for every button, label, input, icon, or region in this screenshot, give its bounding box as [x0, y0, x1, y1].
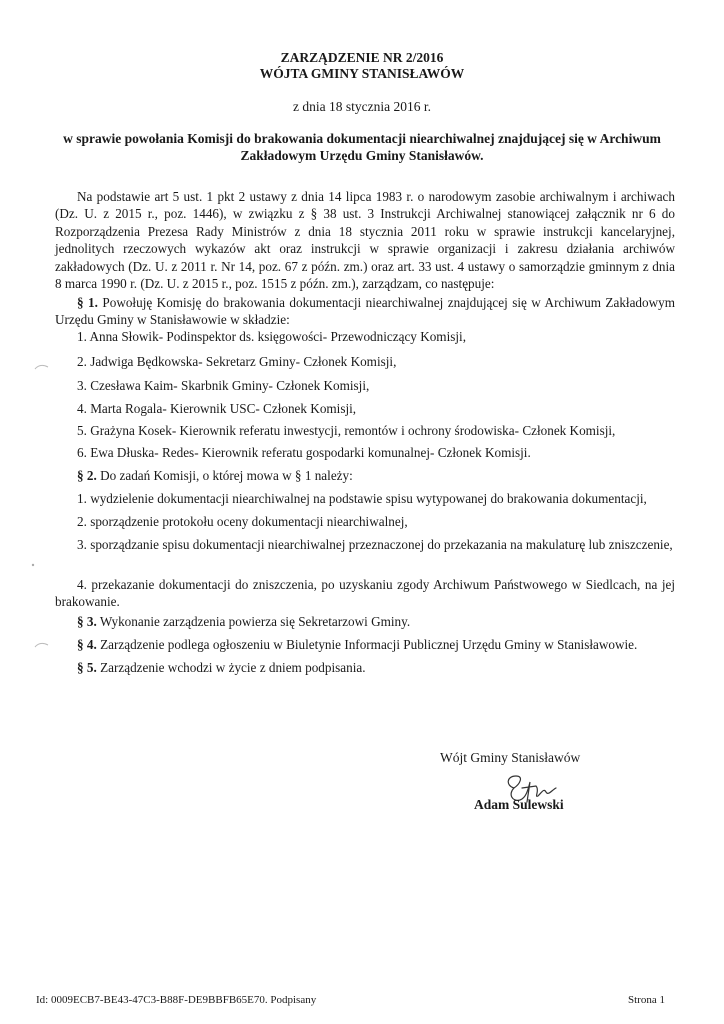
member-item: 4. Marta Rogala- Kierownik USC- Członek Komisji,	[77, 401, 357, 416]
section-2	[77, 467, 677, 484]
document-title-line2: WÓJTA GMINY STANISŁAWÓW	[259, 66, 465, 81]
section-3	[77, 613, 677, 630]
legal-basis-paragraph: Na podstawie art 5 ust. 1 pkt 2 ustawy z dnia 14 lipca 1983 r. o narodowym zasobie archiwalnym i archiwach (Dz. U. z 2015 r., poz. 1446), w związku z § 38 ust. 3 Instrukcji Archiwalnej stanowiącej załącznik nr 6 do Rozporządzenia Prezesa Rady Ministrów z dnia 18 stycznia 2011 roku w sprawie instrukcji kancelaryjnej, jednolitych rzeczowych wykazów akt oraz instrukcji w sprawie organizacji i zakresu działania archiwów zakładowych (Dz. U. z 2011 r. Nr 14, poz. 67 z późn. zm.) oraz art. 33 ust. 4 ustawy o samorządzie gminnym z dnia 8 marca 1990 r. (Dz. U. z 2015 r., poz. 1515 z późn. zm.), zarządzam, co następuje:	[55, 189, 675, 292]
section-1-text: Powołuję Komisję do brakowania dokumentacji niearchiwalnej znajdującej się w Archiwum Zakładowym Urzędu Gminy w Stanisławowie w składzie:	[55, 295, 675, 327]
scan-mark	[34, 640, 50, 650]
member-item: 6. Ewa Dłuska- Redes- Kierownik referatu gospodarki komunalnej- Członek Komisji.	[77, 445, 531, 460]
section-3-label: § 3.	[77, 614, 97, 629]
section-1-label: § 1.	[77, 295, 98, 310]
section-5	[77, 659, 677, 676]
document-title-line1: ZARZĄDZENIE NR 2/2016	[280, 50, 444, 65]
section-3-text: Wykonanie zarządzenia powierza się Sekretarzowi Gminy.	[99, 614, 411, 629]
member-item: 1. Anna Słowik- Podinspektor ds. księgowości- Przewodniczący Komisji,	[77, 329, 466, 344]
signature-name: Adam Sulewski	[474, 797, 564, 812]
document-subject: w sprawie powołania Komisji do brakowania dokumentacji niearchiwalnej znajdującej się w Archiwum Zakładowym Urzędu Gminy Stanisławów.	[63, 131, 661, 163]
member-item: 5. Grażyna Kosek- Kierownik referatu inwestycji, remontów i ochrony środowiska- Członek Komisji,	[77, 423, 616, 438]
scan-dot	[30, 562, 36, 568]
section-5-label: § 5.	[77, 660, 97, 675]
member-item: 2. Jadwiga Będkowska- Sekretarz Gminy- Członek Komisji,	[77, 354, 397, 369]
document-id-footer: Id: 0009ECB7-BE43-47C3-B88F-DE9BBFB65E70. Podpisany	[36, 994, 317, 1006]
task-item: 4. przekazanie dokumentacji do zniszczenia, po uzyskaniu zgody Archiwum Państwowego w Siedlcach, na jej brakowanie.	[55, 577, 675, 609]
section-2-label: § 2.	[77, 468, 97, 483]
section-2-text: Do zadań Komisji, o której mowa w § 1 należy:	[100, 468, 353, 483]
member-item: 3. Czesława Kaim- Skarbnik Gminy- Członek Komisji,	[77, 378, 370, 393]
section-4	[77, 636, 677, 653]
section-5-text: Zarządzenie wchodzi w życie z dniem podpisania.	[100, 660, 366, 675]
task-item: 2. sporządzenie protokołu oceny dokumentacji niearchiwalnej,	[77, 514, 408, 529]
document-date: z dnia 18 stycznia 2016 r.	[293, 99, 431, 114]
page-number: Strona 1	[628, 994, 665, 1006]
section-4-text: Zarządzenie podlega ogłoszeniu w Biuletynie Informacji Publicznej Urzędu Gminy w Stanisławowie.	[100, 637, 638, 652]
section-4-label: § 4.	[77, 637, 97, 652]
scan-mark	[34, 362, 50, 372]
task-item: 1. wydzielenie dokumentacji niearchiwalnej na podstawie spisu wytypowanej do brakowania dokumentacji,	[77, 491, 647, 506]
task-item: 3. sporządzanie spisu dokumentacji niearchiwalnej przeznaczonej do przekazania na makulaturę lub zniszczenie,	[77, 537, 673, 552]
section-1	[55, 294, 675, 328]
signature-title: Wójt Gminy Stanisławów	[440, 750, 581, 765]
